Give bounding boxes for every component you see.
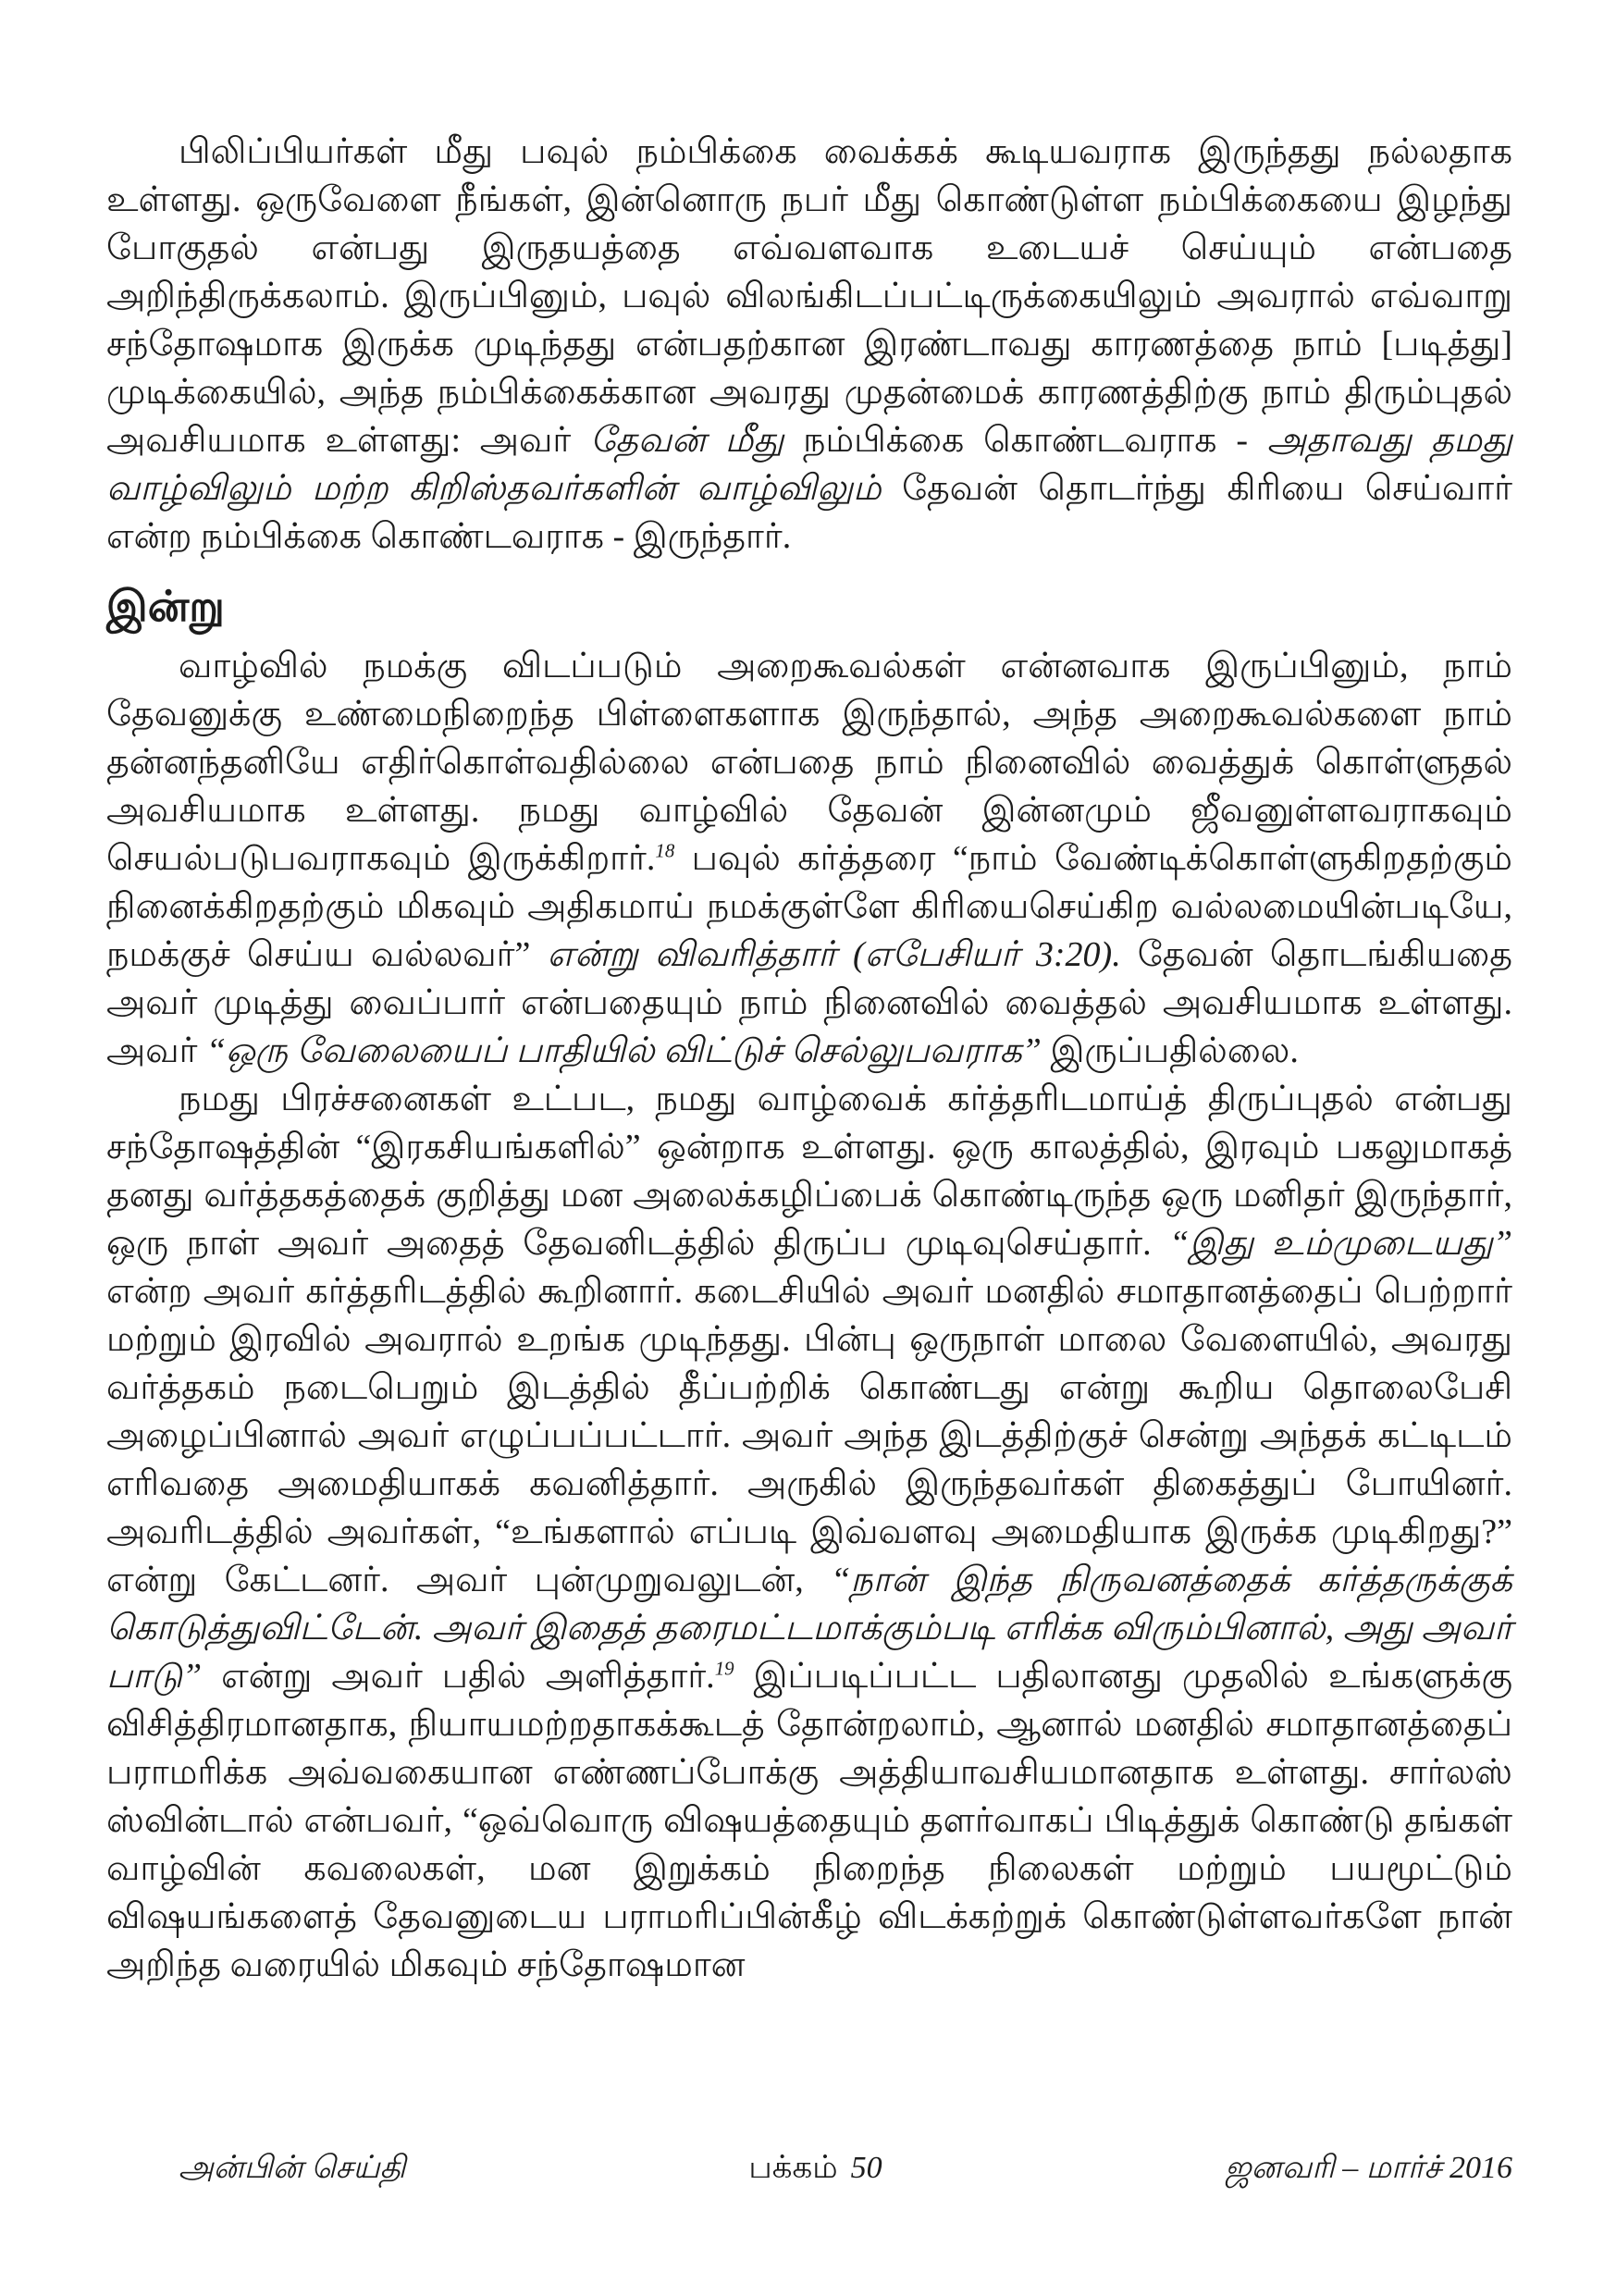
text-segment: இப்படிப்பட்ட பதிலானது முதலில் உங்களுக்கு விசித்திரமானதாக, நியாயமற்றதாகக்கூடத் தோன்றலாம், ஆனால் மனதில் சமாதானத்தைப் பராமரிக்க அவ்வகையான எண்ணப்போக்கு அத்தியாவசியமானதாக உள்ளது. சார்லஸ் ஸ்வின்டால் என்பவர், “ஒவ்வொரு விஷயத்தையும் தளர்வாகப் பிடித்துக் கொண்டு தங்கள் வாழ்வின் கவலைகள், மன இறுக்கம் நிறைந்த நிலைகள் மற்றும் பயமூட்டும் விஷயங்களைத் தேவனுடைய பராமரிப்பின்கீழ் விடக்கற்றுக் கொண்டுள்ளவர்களே நான் அறிந்த வரையில் மிகவும் சந்தோஷமான [106, 1657, 1512, 1984]
text-segment: என்று விவரித்தார் (எபேசியர் 3:20). [547, 935, 1121, 974]
text-segment: தேவன் மீது [590, 421, 784, 460]
text-segment: நமது பிரச்சனைகள் உட்பட, நமது வாழ்வைக் கர்த்தரிடமாய்த் திருப்புதல் என்பது சந்தோஷத்தின் “இரகசியங்களில்” ஒன்றாக உள்ளது. ஒரு காலத்தில், இரவும் பகலுமாகத் தனது வர்த்தகத்தைக் குறித்து மன அலைக்கழிப்பைக் கொண்டிருந்த ஒரு மனிதர் இருந்தார், ஒரு நாள் அவர் அதைத் தேவனிடத்தில் திருப்ப முடிவுசெய்தார். [106, 1080, 1512, 1263]
footnote-reference: 18 [655, 839, 675, 862]
footnote-reference: 19 [714, 1657, 734, 1680]
text-segment: என்று அவர் பதில் அளித்தார். [202, 1657, 715, 1696]
text-segment: “நான் இந்த நிருவனத்தைக் கர்த்தருக்குக் கொடுத்துவிட்டேன். அவர் இதைத் தரைமட்டமாக்கும்படி எரிக்க விரும்பினால், அது அவர் பாடு” [106, 1561, 1512, 1696]
footer-issue-date: ஜனவரி – மார்ச் 2016 [1225, 2151, 1512, 2185]
footer-journal-title: அன்பின் செய்தி [179, 2151, 406, 2185]
text-segment: நம்பிக்கை கொண்டவராக - [783, 421, 1267, 460]
footer-page-label: பக்கம் [748, 2151, 838, 2185]
text-segment: தேவன் தொடங்கியதை அவர் முடித்து வைப்பார் என்பதையும் நாம் நினைவில் வைத்தல் அவசியமாக உள்ளது. அவர் [106, 935, 1512, 1070]
text-segment: பவுல் கர்த்தரை “நாம் வேண்டிக்கொள்ளுகிறதற்கும் நினைக்கிறதற்கும் மிகவும் அதிகமாய் நமக்குள்ளே கிரியைசெய்கிற வல்லமையின்படியே, நமக்குச் செய்ய வல்லவர்” [106, 839, 1512, 974]
text-segment: இருப்பதில்லை. [1041, 1031, 1299, 1070]
paragraph [106, 1075, 1512, 1989]
text-segment: வாழ்வில் நமக்கு விடப்படும் அறைகூவல்கள் என்னவாக இருப்பினும், நாம் தேவனுக்கு உண்மைநிறைந்த பிள்ளைகளாக இருந்தால், அந்த அறைகூவல்களை நாம் தன்னந்தனியே எதிர்கொள்வதில்லை என்பதை நாம் நினைவில் வைத்துக் கொள்ளுதல் அவசியமாக உள்ளது. நமது வாழ்வில் தேவன் இன்னமும் ஜீவனுள்ளவராகவும் செயல்படுபவராகவும் இருக்கிறார். [106, 647, 1512, 878]
text-segment: தேவன் தொடர்ந்து கிரியை செய்வார் என்ற நம்பிக்கை கொண்டவராக - இருந்தார். [106, 469, 1512, 556]
page-footer [106, 2148, 1512, 2189]
paragraph [106, 128, 1512, 561]
section-heading: இன்று [106, 583, 225, 630]
paragraph [106, 642, 1512, 1075]
footer-page-number: 50 [850, 2151, 882, 2185]
text-segment: “ஒரு வேலையைப் பாதியில் விட்டுச் செல்லுபவராக” [205, 1031, 1042, 1070]
text-segment: என்ற அவர் கர்த்தரிடத்தில் கூறினார். கடைசியில் அவர் மனதில் சமாதானத்தைப் பெற்றார் மற்றும் இரவில் அவரால் உறங்க முடிந்தது. பின்பு ஒருநாள் மாலை வேளையில், அவரது வர்த்தகம் நடைபெறும் இடத்தில் தீப்பற்றிக் கொண்டது என்று கூறிய தொலைபேசி அழைப்பினால் அவர் எழுப்பப்பட்டார். அவர் அந்த இடத்திற்குச் சென்று அந்தக் கட்டிடம் எரிவதை அமைதியாகக் கவனித்தார். அருகில் இருந்தவர்கள் திகைத்துப் போயினர். அவரிடத்தில் அவர்கள், “உங்களால் எப்படி இவ்வளவு அமைதியாக இருக்க முடிகிறது?” என்று கேட்டனர். அவர் புன்முறுவலுடன், [106, 1272, 1512, 1599]
article-body [106, 128, 1512, 1989]
text-segment: பிலிப்பியர்கள் மீது பவுல் நம்பிக்கை வைக்கக் கூடியவராக இருந்தது நல்லதாக உள்ளது. ஒருவேளை நீங்கள், இன்னொரு நபர் மீது கொண்டுள்ள நம்பிக்கையை இழந்து போகுதல் என்பது இருதயத்தை எவ்வளவாக உடையச் செய்யும் என்பதை அறிந்திருக்கலாம். இருப்பினும், பவுல் விலங்கிடப்பட்டிருக்கையிலும் அவரால் எவ்வாறு சந்தோஷமாக இருக்க முடிந்தது என்பதற்கான இரண்டாவது காரணத்தை நாம் [படித்து] முடிக்கையில், அந்த நம்பிக்கைக்கான அவரது முதன்மைக் காரணத்திற்கு நாம் திரும்புதல் அவசியமாக உள்ளது: அவர் [106, 132, 1512, 460]
text-segment: “இது உம்முடையது” [1169, 1224, 1512, 1263]
text-segment: அதாவது தமது வாழ்விலும் மற்ற கிறிஸ்தவர்களின் வாழ்விலும் [106, 421, 1512, 508]
footer-page-indicator [748, 2148, 882, 2189]
